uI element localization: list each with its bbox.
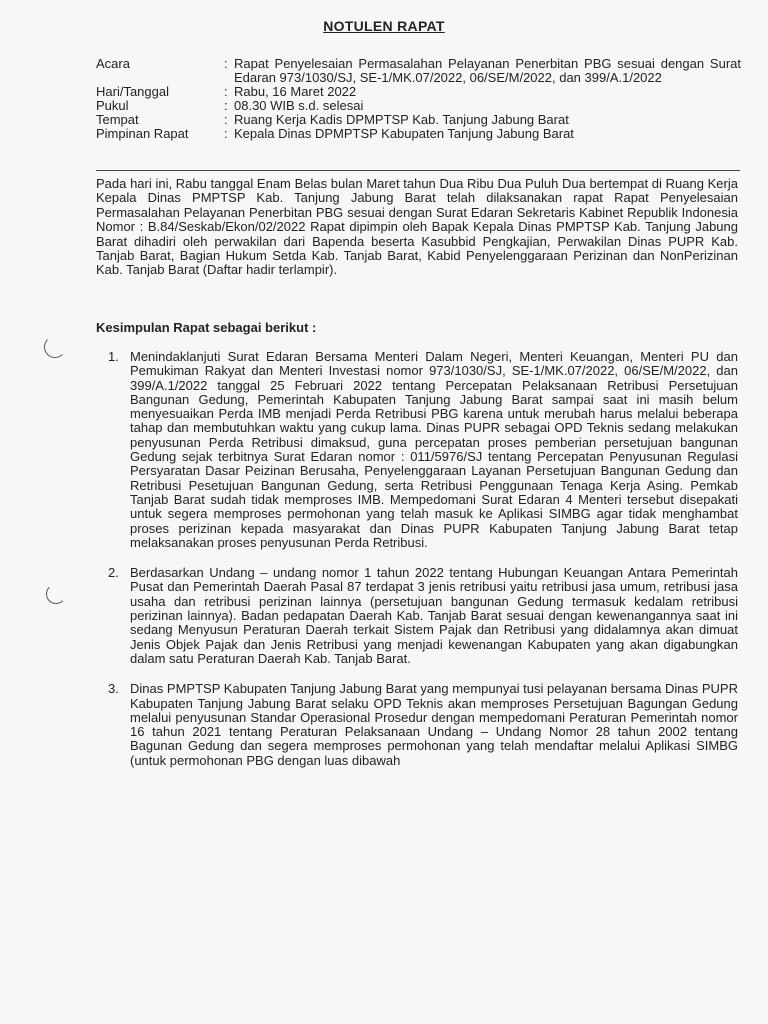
list-item — [108, 682, 738, 768]
meta-value: Kepala Dinas DPMPTSP Kabupaten Tanjung Jabung Barat — [234, 126, 574, 141]
item-number: 3. — [108, 681, 119, 697]
meta-colon: : — [224, 84, 228, 99]
item-text: Berdasarkan Undang – undang nomor 1 tahun 2022 tentang Hubungan Keuangan Antara Pemerintah Pusat dan Pemerintah Daerah Pasal 87 terdapat 3 jenis retribusi yaitu retribusi jasa umum, retribusi jasa usaha dan retribusi perizinan lainnya (persetujuan bangunan Gedung termasuk kedalam retribusi perizinan lainnya). Badan pedapatan Daerah Kab. Tanjab Barat sesuai dengan kewenangannya saat ini sedang Menyusun Peraturan Daerah terkait Sistem Pajak dan Retribusi yang didalamnya akan dimuat Jenis Objek Pajak dan Jenis Retribusi yang menjadi kewenangan Kabupaten yang akan digabungkan dalam satu Peraturan Daerah Kab. Tanjab Barat. — [130, 565, 738, 666]
list-item — [108, 350, 738, 550]
meta-row-hari-tanggal — [96, 85, 741, 99]
item-number: 1. — [108, 349, 119, 364]
meta-label: Hari/Tanggal — [96, 84, 169, 99]
item-text: Menindaklanjuti Surat Edaran Bersama Menteri Dalam Negeri, Menteri Keuangan, Menteri PU dan Pemukiman Rakyat dan Menteri Investasi nomor 973/1030/SJ, SE-1/MK.07/2022, 06/SE/M/2022, dan 399/A.1/2022 tanggal 25 Februari 2022 tentang Percepatan Pelaksanaan Retribusi Persetujuan Bangunan Gedung, Pemerintah Kabupaten Tanjung Jabung Barat sampai saat ini masih belum menyesuaikan Perda IMB menjadi Perda Retribusi PBG karena untuk merubah harus melalui beberapa tahap dan membutuhkan waktu yang cukup lama. Dinas PUPR sebagai OPD Teknis sedang melakukan penyusunan Perda Retribusi dimaksud, guna percepatan proses pemberian persetujuan bangunan Gedung sejak terbitnya Surat Edaran nomor : 011/5976/SJ tentang Percepatan Penyusunan Regulasi Persyaratan Dasar Peizinan Berusaha, Penyelenggaraan Layanan Persetujuan Bangunan Gedung dan Retribusi Pesetujuan Bangunan Gedung, serta Retribusi Penggunaan Tenaga Kerja Asing. Pemkab Tanjab Barat sudah tidak memproses IMB. Mempedomani Surat Edaran 4 Menteri tersebut disepakati untuk segera memproses permohonan yang telah masuk ke Aplikasi SIMBG agar tidak menghambat proses perizinan kepada masyarakat dan Dinas PUPR Kabupaten Tanjung Jabung Barat tetap melaksanakan proses penyusunan Perda Retribusi. — [130, 349, 738, 550]
meta-value: Rabu, 16 Maret 2022 — [234, 84, 357, 99]
list-item — [108, 566, 738, 666]
meta-row-pukul — [96, 99, 741, 113]
divider-line — [96, 170, 740, 171]
meta-row-tempat — [96, 113, 741, 127]
meta-colon: : — [224, 98, 228, 113]
meta-colon: : — [224, 126, 228, 141]
meta-value: Ruang Kerja Kadis DPMPTSP Kab. Tanjung Jabung Barat — [234, 112, 569, 127]
meta-label: Pukul — [96, 98, 129, 113]
punch-hole-mark — [44, 336, 66, 358]
meta-value: Rapat Penyelesaian Permasalahan Pelayanan Penerbitan PBG sesuai dengan Surat Edaran 973/1030/SJ, SE-1/MK.07/2022, 06/SE/M/2022, dan 399/A.1/2022 — [234, 56, 741, 85]
document-title: NOTULEN RAPAT — [323, 18, 445, 34]
conclusion-heading: Kesimpulan Rapat sebagai berikut : — [96, 320, 317, 335]
meta-row-pimpinan — [96, 127, 741, 141]
meta-label: Tempat — [96, 112, 139, 127]
intro-paragraph: Pada hari ini, Rabu tanggal Enam Belas bulan Maret tahun Dua Ribu Dua Puluh Dua bertempat di Ruang Kerja Kepala Dinas PMPTSP Kab. Tanjung Jabung Barat telah dilaksanakan rapat Rapat Penyelesaian Permasalahan Pelayanan Penerbitan PBG sesuai dengan Surat Edaran Sekretaris Kabinet Republik Indonesia Nomor : B.84/Seskab/Ekon/02/2022 Rapat dipimpin oleh Bapak Kepala Dinas PMPTSP Kab. Tanjung Jabung Barat dihadiri oleh perwakilan dari Bapenda beserta Kasubbid Pengkajian, Perwakilan Dinas PUPR Kab. Tanjab Barat, Bagian Hukum Setda Kab. Tanjab Barat, Kabid Penyelenggaraan Perizinan dan NonPerizinan Kab. Tanjab Barat (Daftar hadir terlampir). — [96, 176, 738, 278]
item-text: Dinas PMPTSP Kabupaten Tanjung Jabung Barat yang mempunyai tusi pelayanan bersama Dinas PUPR Kabupaten Tanjung Jabung Barat selaku OPD Teknis akan memproses Persetujuan Bagungan Gedung melalui penyusunan Standar Operasional Prosedur dengan mempedomani Peraturan Pemerintah nomor 16 tahun 2021 tentang Peraturan Pelaksanaan Undang – Undang Nomor 28 tahun 2002 tentang Bagunan Gedung dan segera memproses permohonan yang telah mendaftar melalui Aplikasi SIMBG (untuk permohonan PBG dengan luas dibawah — [130, 681, 738, 768]
meta-row-acara — [96, 57, 741, 85]
item-number: 2. — [108, 565, 119, 581]
punch-hole-mark — [46, 584, 66, 604]
meta-label: Acara — [96, 56, 130, 71]
meta-colon: : — [224, 56, 228, 71]
meta-value: 08.30 WIB s.d. selesai — [234, 98, 364, 113]
conclusion-list — [108, 350, 738, 784]
meta-colon: : — [224, 112, 228, 127]
meeting-info — [96, 57, 741, 141]
meta-label: Pimpinan Rapat — [96, 126, 189, 141]
